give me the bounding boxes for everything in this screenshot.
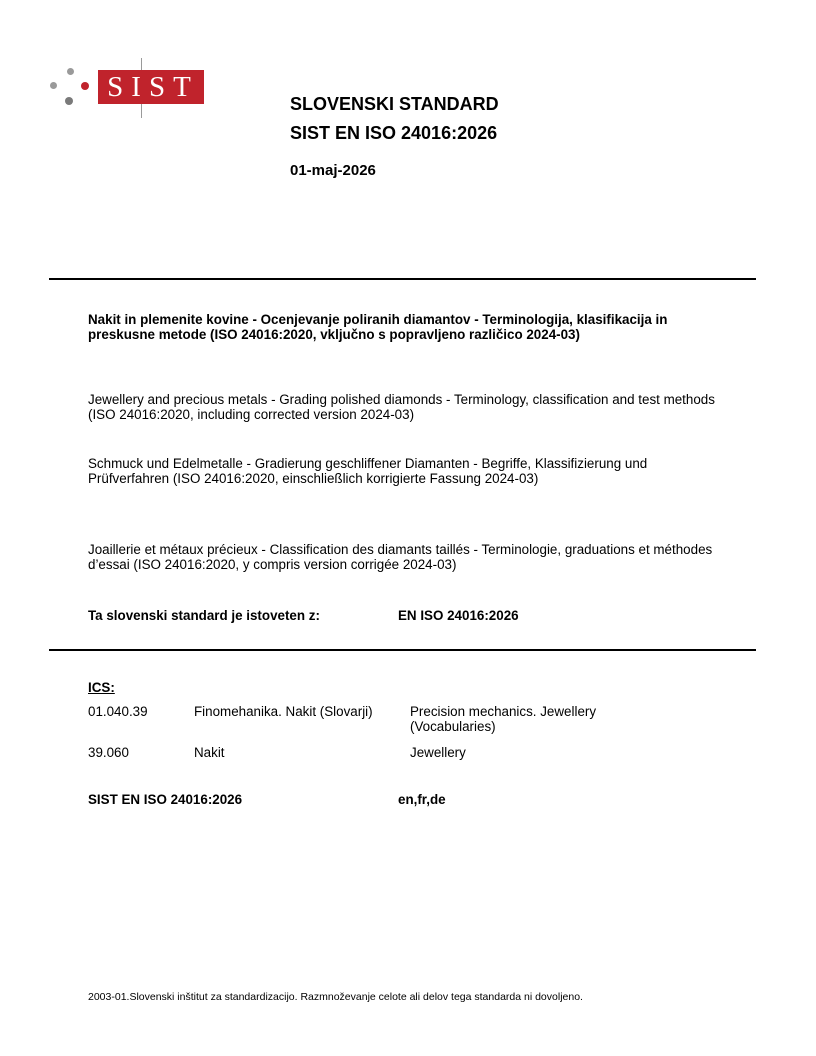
summary-languages: en,fr,de (398, 792, 446, 807)
logo-dot-icon (67, 68, 74, 75)
ics-description-sl: Finomehanika. Nakit (Slovarji) (194, 704, 373, 719)
logo-dot-icon (81, 82, 89, 90)
logo-wordmark: SIST (98, 70, 204, 104)
ics-code: 39.060 (88, 745, 129, 760)
logo-dot-icon (50, 82, 57, 89)
ics-description-en: Jewellery (410, 745, 466, 760)
standard-number: SIST EN ISO 24016:2026 (290, 123, 498, 143)
ics-code: 01.040.39 (88, 704, 148, 719)
divider (49, 649, 756, 651)
ics-label: ICS: (88, 680, 115, 695)
divider (49, 278, 756, 280)
summary-standard: SIST EN ISO 24016:2026 (88, 792, 243, 807)
title-slovenian: Nakit in plemenite kovine - Ocenjevanje poliranih diamantov - Terminologija, klasifikacija in preskusne metode (ISO 24016:2020, vključno s popravljeno različico 2024-03) (88, 312, 668, 342)
ics-description-sl: Nakit (194, 745, 225, 760)
ics-description-en: Precision mechanics. Jewellery (Vocabularies) (410, 704, 597, 734)
identical-value: EN ISO 24016:2026 (398, 608, 519, 623)
publication-date: 01-maj-2026 (290, 162, 376, 179)
title-french: Joaillerie et métaux précieux - Classification des diamants taillés - Terminologie, graduations et méthodes d’essai (ISO 24016:2020, y compris version corrigée 2024-03) (88, 542, 713, 572)
title-german: Schmuck und Edelmetalle - Gradierung geschliffener Diamanten - Begriffe, Klassifizierung und Prüfverfahren (ISO 24016:2020, einschließlich korrigierte Fassung 2024-03) (88, 456, 648, 486)
identical-label: Ta slovenski standard je istoveten z: (88, 608, 320, 623)
logo-dot-icon (65, 97, 73, 105)
copyright-footer: 2003-01.Slovenski inštitut za standardizacijo. Razmnoževanje celote ali delov tega standarda ni dovoljeno. (88, 991, 583, 1003)
standard-heading: SLOVENSKI STANDARD (290, 94, 499, 114)
title-english: Jewellery and precious metals - Grading polished diamonds - Terminology, classification and test methods (ISO 24016:2020, including corrected version 2024-03) (88, 392, 715, 422)
